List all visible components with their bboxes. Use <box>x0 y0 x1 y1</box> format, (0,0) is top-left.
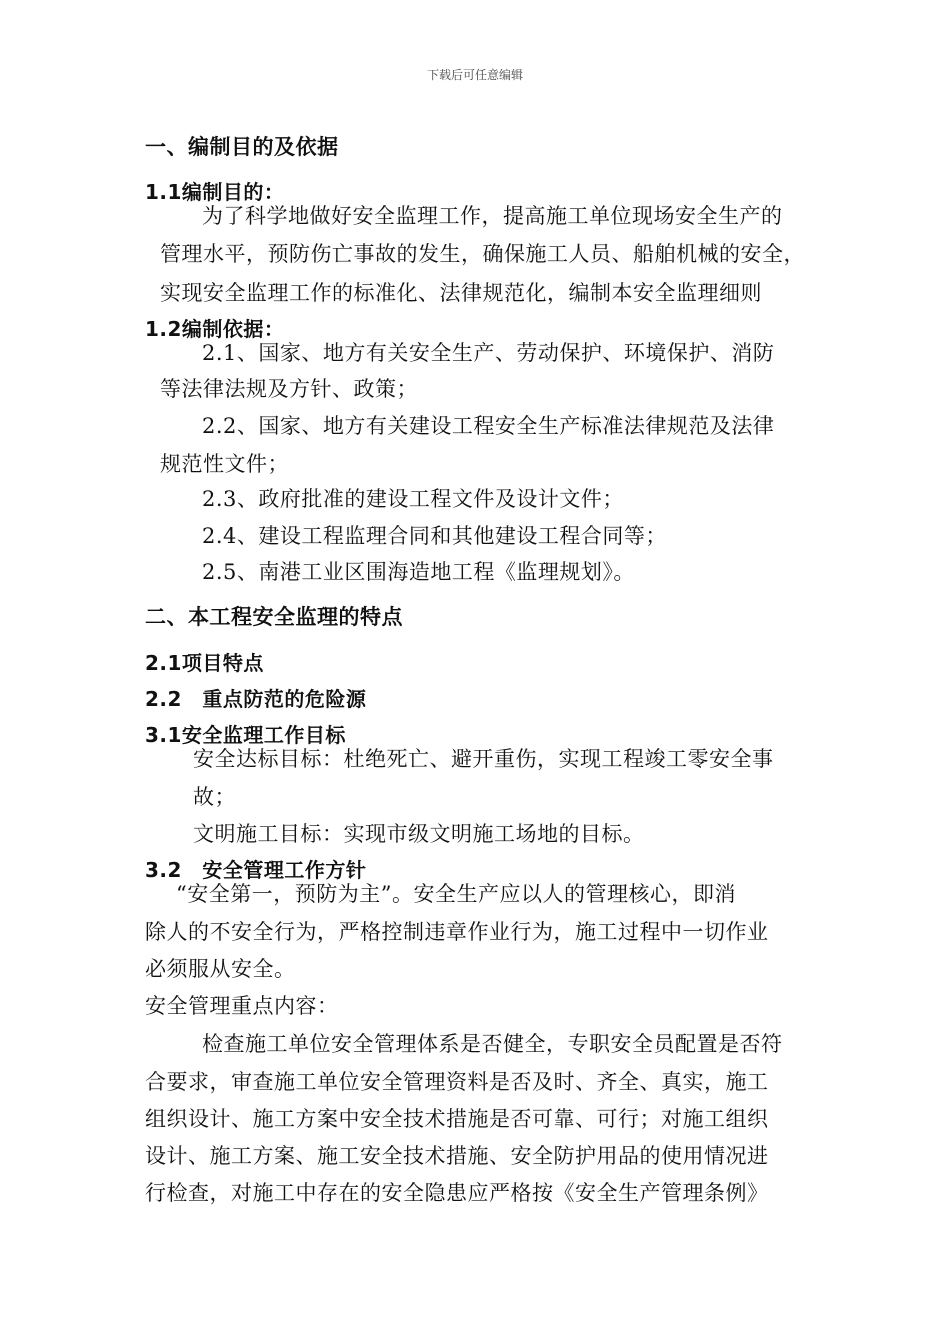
paragraph-line: 管理水平，预防伤亡事故的发生，确保施工人员、船舶机械的安全， <box>160 242 805 266</box>
list-item: 2.5、南港工业区围海造地工程《监理规划》。 <box>202 560 635 584</box>
paragraph-line: 组织设计、施工方案中安全技术措施是否可靠、可行；对施工组织 <box>145 1107 769 1131</box>
section-heading: 二、本工程安全监理的特点 <box>145 605 403 629</box>
list-item: 规范性文件； <box>160 452 289 476</box>
paragraph-line: 必须服从安全。 <box>145 957 296 981</box>
paragraph-line: 合要求，审查施工单位安全管理资料是否及时、齐全、真实，施工 <box>145 1070 769 1094</box>
paragraph-line: 除人的不安全行为，严格控制违章作业行为，施工过程中一切作业 <box>145 920 769 944</box>
paragraph-line: “安全第一，预防为主”。安全生产应以人的管理核心，即消 <box>176 882 736 906</box>
paragraph-line: 检查施工单位安全管理体系是否健全，专职安全员配置是否符 <box>202 1032 783 1056</box>
paragraph-line: 为了科学地做好安全监理工作，提高施工单位现场安全生产的 <box>202 204 783 228</box>
paragraph-line: 行检查，对施工中存在的安全隐患应严格按《安全生产管理条例》 <box>145 1181 769 1205</box>
list-item: 2.4、建设工程监理合同和其他建设工程合同等； <box>202 524 667 548</box>
header-note: 下载后可任意编辑 <box>426 68 523 82</box>
paragraph-line: 文明施工目标：实现市级文明施工场地的目标。 <box>193 822 645 846</box>
paragraph-line: 设计、施工方案、施工安全技术措施、安全防护用品的使用情况进 <box>145 1144 769 1168</box>
subsection-heading: 2.1项目特点 <box>145 651 264 675</box>
subsection-heading: 2.2 重点防范的危险源 <box>145 687 367 711</box>
subsection-heading: 3.1安全监理工作目标 <box>145 723 346 747</box>
paragraph-line: 故； <box>193 785 236 809</box>
list-item: 2.1、国家、地方有关安全生产、劳动保护、环境保护、消防 <box>202 341 775 365</box>
subsection-heading: 1.1编制目的： <box>145 180 285 204</box>
list-item: 2.3、政府批准的建设工程文件及设计文件； <box>202 487 624 511</box>
paragraph-line: 安全达标目标：杜绝死亡、避开重伤，实现工程竣工零安全事 <box>193 747 774 771</box>
paragraph-line: 安全管理重点内容： <box>145 994 339 1018</box>
list-item: 2.2、国家、地方有关建设工程安全生产标准法律规范及法律 <box>202 414 775 438</box>
subsection-heading: 3.2 安全管理工作方针 <box>145 858 367 882</box>
paragraph-line: 实现安全监理工作的标准化、法律规范化，编制本安全监理细则 <box>160 281 762 305</box>
subsection-heading: 1.2编制依据： <box>145 317 285 341</box>
list-item: 等法律法规及方针、政策； <box>160 377 418 401</box>
section-heading: 一、编制目的及依据 <box>145 135 339 159</box>
